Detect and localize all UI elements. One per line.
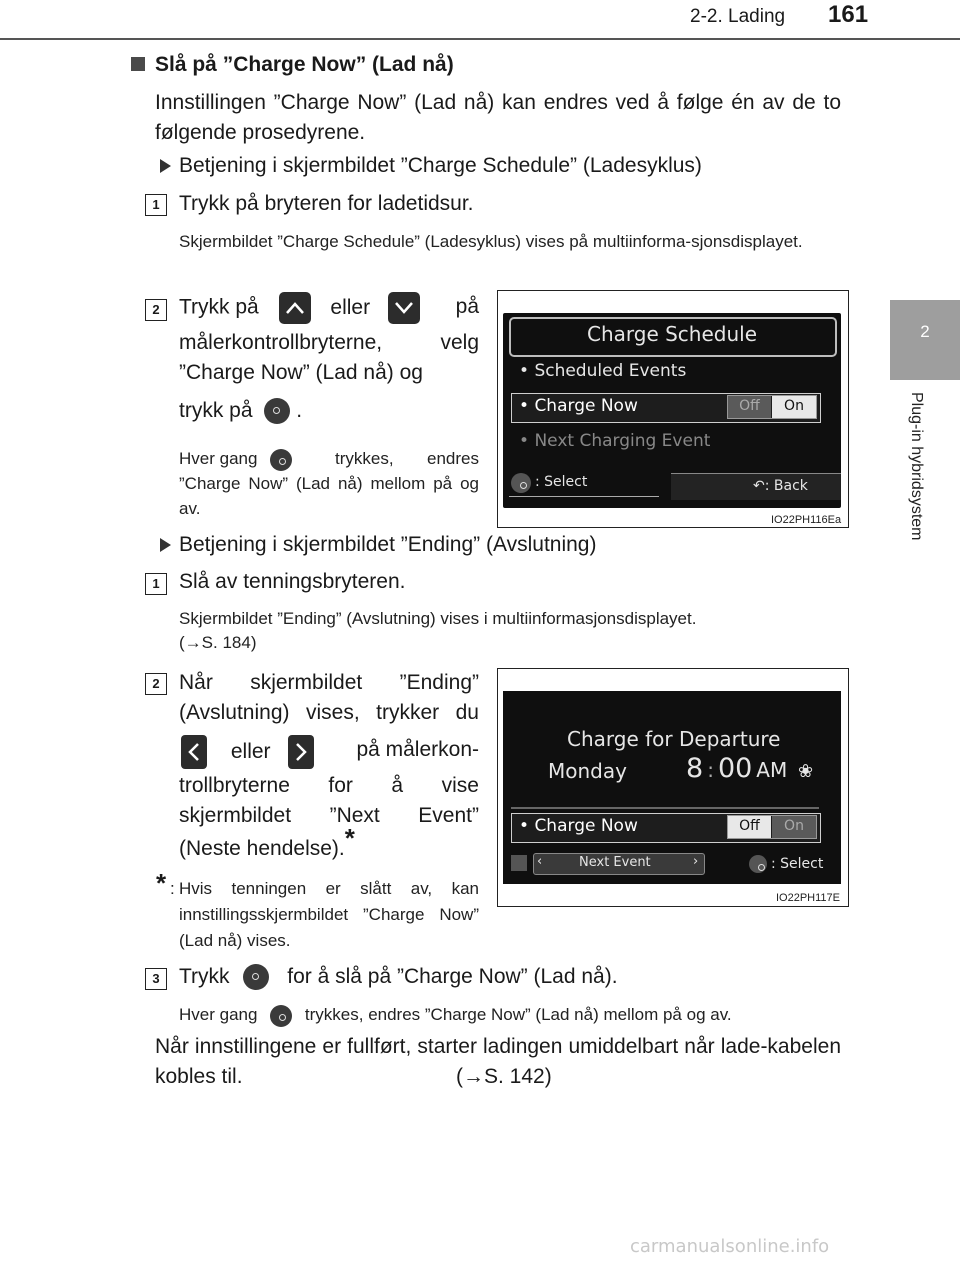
step3-note [179,1002,732,1027]
proc2-step1-text: Slå av tenningsbryteren. [179,570,406,593]
proc2-step2-line4: trollbryterne for å vise [179,774,479,797]
heading-bullet-icon [131,57,145,71]
screen2-next-event: Next Event [579,855,651,870]
back-arrow-icon: ↶ [753,478,765,494]
step2-text-f: . [296,399,303,422]
screen1-toggle [727,395,817,419]
figure1-code: IO22PH116Ea [771,514,842,526]
section-title: 2-2. Lading [690,6,786,27]
figure2-code: IO22PH117E [776,892,841,904]
arrow-left-icon [181,735,207,769]
screen2-time: 8 : 00 AM [686,753,788,784]
arrow-up-icon [279,292,311,324]
screen2-day: Monday [548,759,627,783]
step-number: 1 [145,194,167,216]
step2-text-a: Trykk på [179,295,259,319]
procedure-arrow-icon [160,159,171,173]
chapter-number: 2 [920,322,930,341]
next-event-right-icon: › [693,854,699,869]
ok-button-icon [264,398,290,424]
screen2-toggle [727,815,817,839]
proc2-step2-line3 [181,735,479,771]
proc2-step2-line3b: på målerkon- [356,738,479,761]
step-number: 3 [145,968,167,990]
climate-fan-icon: ❀ [798,761,814,782]
ref-arrow-icon: → [184,633,202,652]
screen2-item-charge-now: • Charge Now [519,816,638,836]
step2-text-d: målerkontrollbryterne, velg ”Charge Now” (Lad nå) og [179,331,479,384]
watermark: carmanualsonline.info [630,1236,830,1257]
screen1-select: : Select [535,474,588,490]
charge-departure-screen [503,691,841,884]
step3-note-b: trykkes, endres ”Charge Now” (Lad nå) mellom på og av. [304,1005,732,1024]
step2-line1 [179,292,479,328]
screen2-indicator [511,855,527,871]
screen1-toggle-off: Off [739,398,760,414]
next-event-left-icon: ‹ [537,854,543,869]
screen2-toggle-on: On [784,818,804,834]
procedure-arrow-icon [160,538,171,552]
screen1-title: Charge Schedule [586,322,758,346]
proc2-step2-line1: Når skjermbildet ”Ending” [179,671,479,694]
footnote-text: Hvis tenningen er slått av, kan innstillingsskjermbildet ”Charge Now” (Lad nå) vises. [179,879,479,950]
screen1-item-charge-now: • Charge Now [519,396,638,416]
ok-button-icon [243,964,269,990]
charge-schedule-screen [503,313,841,508]
procedure2-title: Betjening i skjermbildet ”Ending” (Avslutning) [179,533,597,556]
arrow-right-icon [288,735,314,769]
screen1-item-next-event: • Next Charging Event [519,431,711,451]
step1-text: Trykk på bryteren for ladetidsur. [179,192,474,215]
step-number: 2 [145,299,167,321]
footnote-marker: * [344,823,355,853]
page-number: 161 [828,1,869,28]
proc2-step1-note: Skjermbildet ”Ending” (Avslutning) vises i multiinformasjonsdisplayet. [179,609,697,628]
proc2-step2-line5: skjermbildet ”Next Event” [179,804,479,827]
procedure1-title: Betjening i skjermbildet ”Charge Schedule” (Ladesyklus) [179,154,702,177]
screen2-divider [511,807,819,809]
proc2-step1-ref: (→S. 184) [179,633,257,652]
screen2-ampm: AM [756,758,788,782]
arrow-down-icon [388,292,420,324]
ref-arrow-icon: → [463,1065,484,1088]
select-knob-icon [749,855,767,873]
step3-text-a: Trykk [179,965,230,988]
step2-text-b: eller [330,295,371,319]
proc2-step3-line [179,962,618,992]
step1-note: Skjermbildet ”Charge Schedule” (Ladesyklus) vises på multiinforma-sjonsdisplayet. [179,232,803,251]
header-divider [0,38,960,40]
screen2-title: Charge for Departure [567,727,781,751]
step2-line5 [179,396,302,426]
step2-note-a: Hver gang [179,449,258,468]
step-number: 2 [145,673,167,695]
screen1-item-scheduled: • Scheduled Events [519,361,687,381]
proc2-step2-line2: (Avslutning) vises, trykker du [179,701,479,724]
intro-text: Innstillingen ”Charge Now” (Lad nå) kan endres ved å følge én av de to følgende prosedyrene. [155,91,841,144]
section-heading: Slå på ”Charge Now” (Lad nå) [155,53,454,76]
screen2-hour: 8 [686,753,704,784]
step-number: 1 [145,573,167,595]
screen2-minutes: 00 [717,753,753,784]
screen1-toggle-on: On [784,398,804,414]
footnote-asterisk: * [156,868,167,898]
closing-ref: (→S. 142) [456,1065,552,1088]
select-knob-icon [511,473,531,493]
ok-button-icon [270,1005,292,1027]
screen2-select: : Select [771,856,824,872]
proc2-step2-line3a: eller [230,739,271,763]
step3-text-b: for å slå på ”Charge Now” (Lad nå). [287,965,618,988]
footnote-colon: : [170,879,175,898]
step2-note-b: trykkes, endres ”Charge Now” (Lad nå) mellom på og av. [179,449,479,518]
screen1-back: ↶: Back [753,478,808,494]
chapter-label-wrap [907,392,931,582]
step3-note-a: Hver gang [179,1005,258,1024]
chapter-label: Plug-in hybridsystem [908,392,925,541]
step2-text-e: trykk på [179,399,253,422]
screen2-toggle-off: Off [739,818,760,834]
step2-text-c: på [455,295,479,318]
proc2-step2-line6: (Neste hendelse).* [179,823,355,860]
closing-text: Når innstillingene er fullført, starter ladingen umiddelbart når lade-kabelen kobles til. [155,1035,841,1088]
